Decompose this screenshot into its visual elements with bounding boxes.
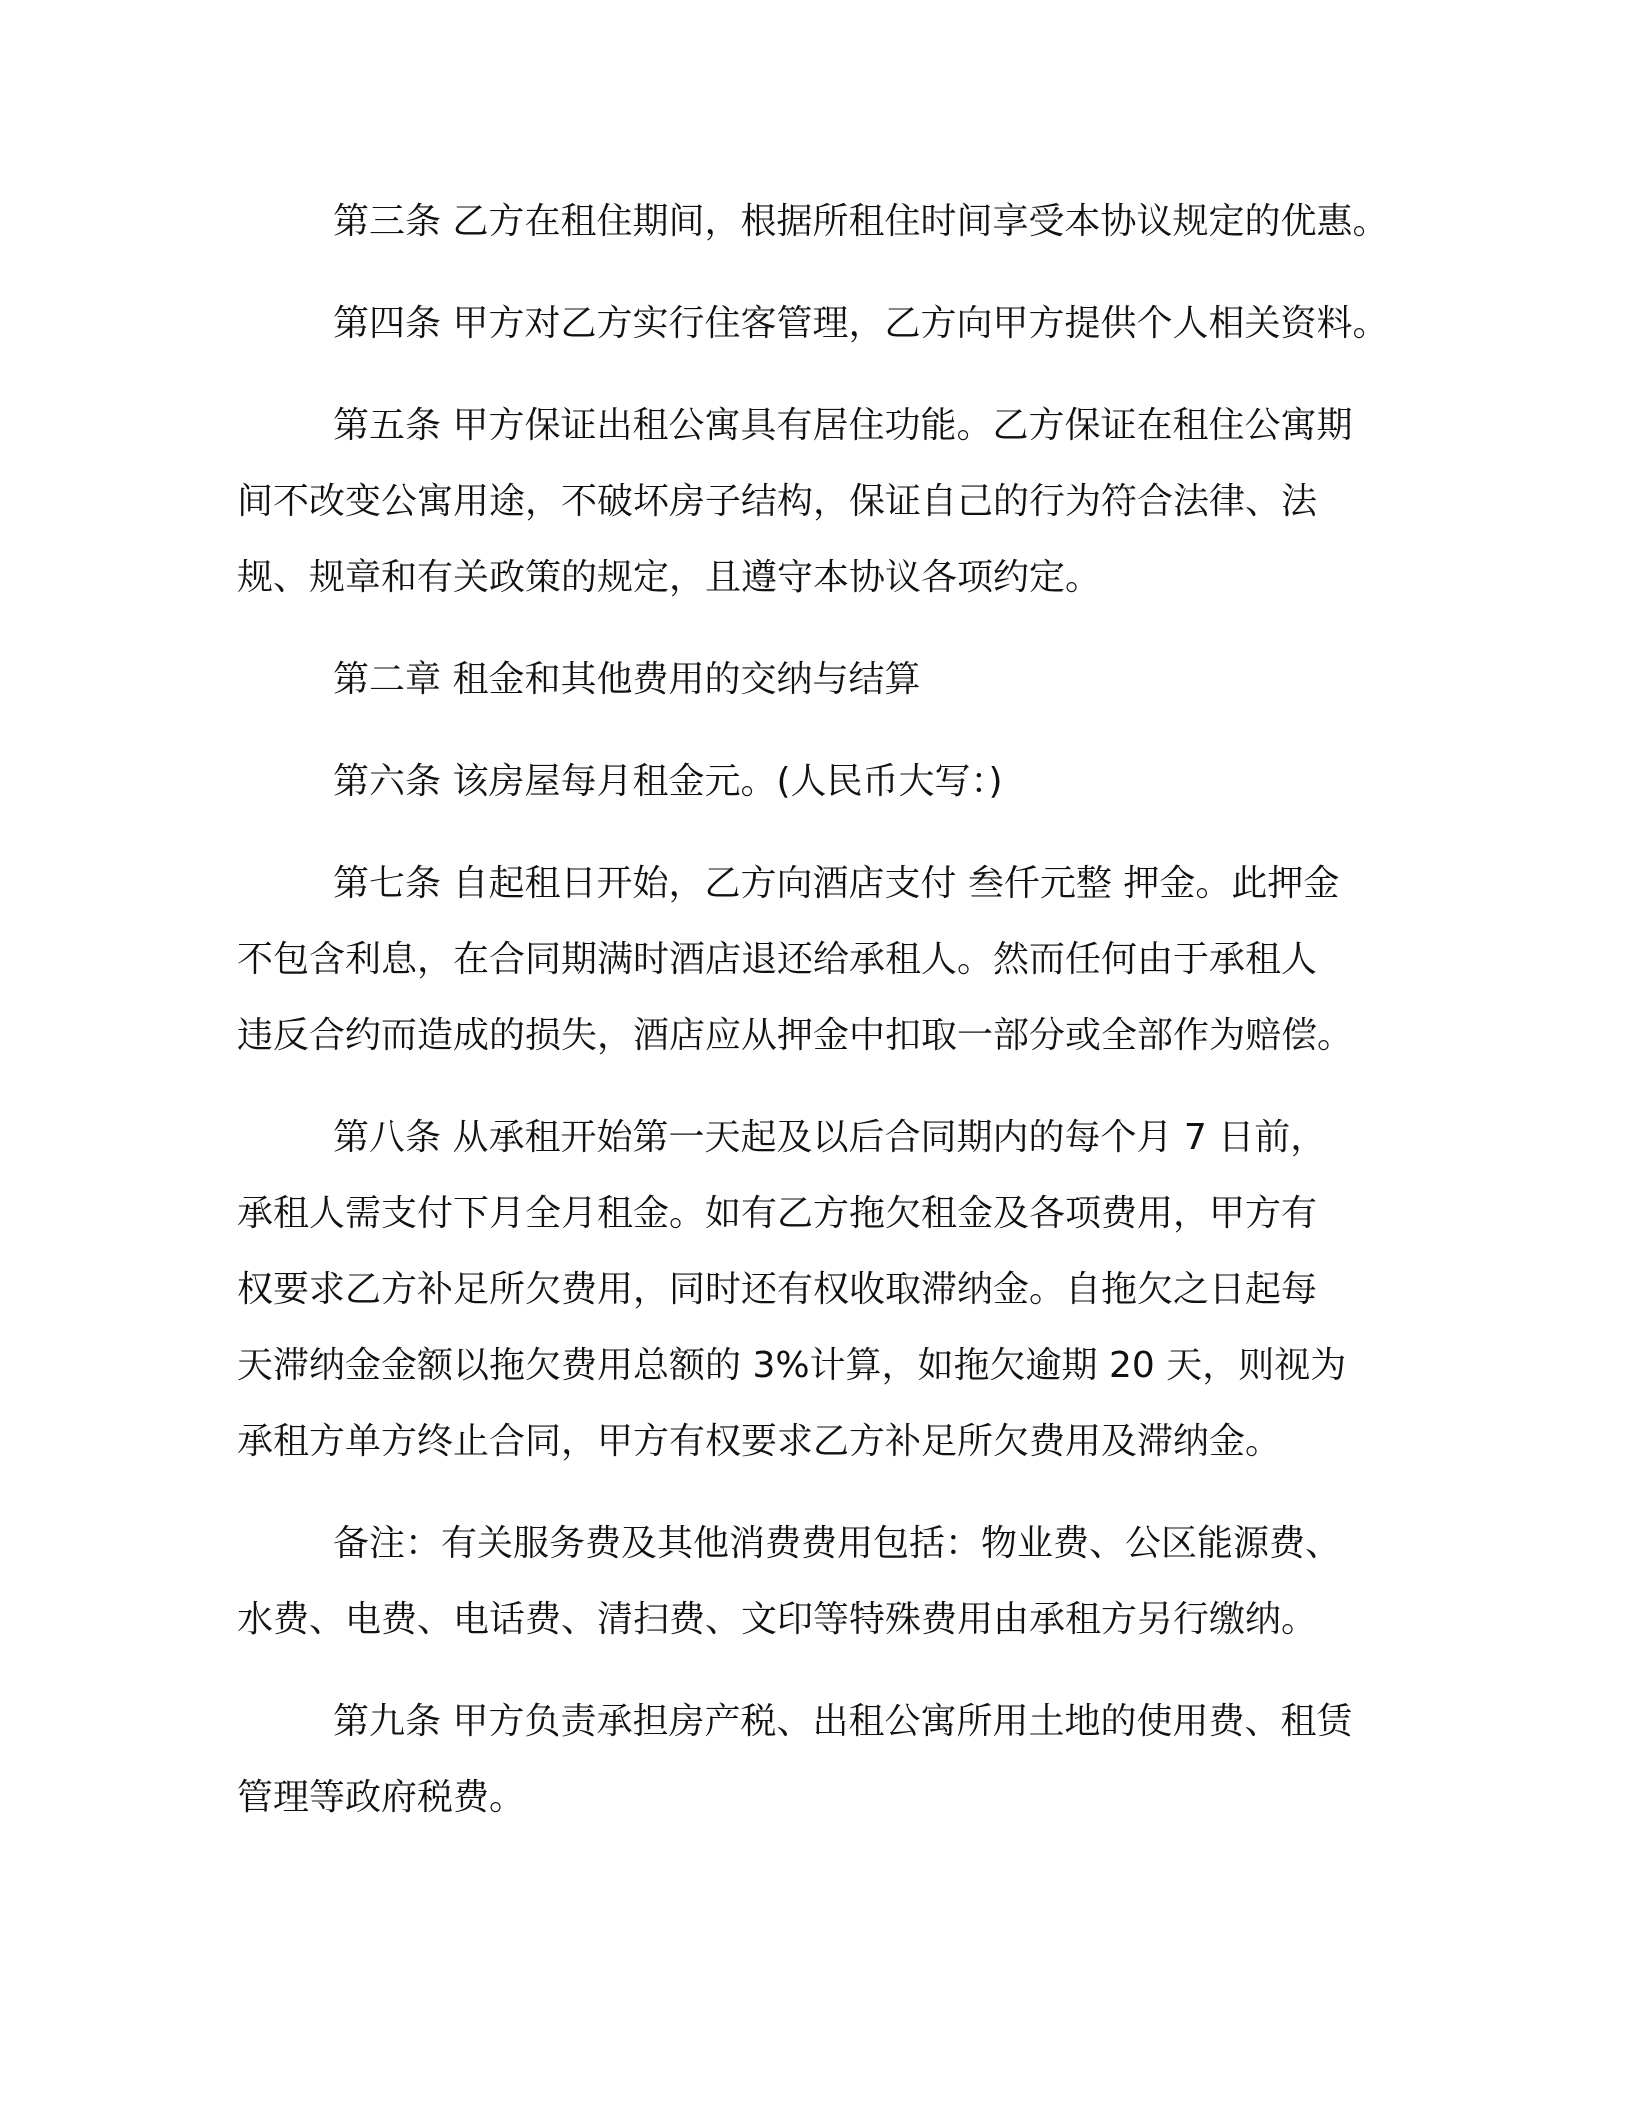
document-body bbox=[237, 184, 1397, 1862]
article-3-paragraph bbox=[237, 184, 1397, 260]
note-paragraph bbox=[237, 1506, 1397, 1658]
text-line: 第四条 甲方对乙方实行住客管理，乙方向甲方提供个人相关资料。 bbox=[333, 303, 1389, 344]
text-line: 第九条 甲方负责承担房产税、出租公寓所用土地的使用费、租赁 bbox=[333, 1701, 1353, 1742]
article-8-paragraph bbox=[237, 1100, 1397, 1480]
text-line: 第六条 该房屋每月租金元。(人民币大写：) bbox=[333, 761, 1003, 802]
text-line: 天滞纳金金额以拖欠费用总额的 3%计算，如拖欠逾期 20 天，则视为 bbox=[237, 1345, 1347, 1386]
chapter-2-heading bbox=[237, 642, 1397, 718]
text-line: 管理等政府税费。 bbox=[237, 1777, 526, 1818]
article-4-paragraph bbox=[237, 286, 1397, 362]
text-line: 规、规章和有关政策的规定，且遵守本协议各项约定。 bbox=[237, 557, 1102, 598]
article-6-paragraph bbox=[237, 744, 1397, 820]
text-line: 第二章 租金和其他费用的交纳与结算 bbox=[333, 659, 921, 700]
text-line: 不包含利息，在合同期满时酒店退还给承租人。然而任何由于承租人 bbox=[237, 939, 1318, 980]
text-line: 间不改变公寓用途，不破坏房子结构，保证自己的行为符合法律、法 bbox=[237, 481, 1318, 522]
text-line: 承租人需支付下月全月租金。如有乙方拖欠租金及各项费用，甲方有 bbox=[237, 1193, 1318, 1234]
text-line: 水费、电费、电话费、清扫费、文印等特殊费用由承租方另行缴纳。 bbox=[237, 1599, 1318, 1640]
text-line: 权要求乙方补足所欠费用，同时还有权收取滞纳金。自拖欠之日起每 bbox=[237, 1269, 1318, 1310]
text-line: 备注：有关服务费及其他消费费用包括：物业费、公区能源费、 bbox=[333, 1523, 1342, 1564]
text-line: 承租方单方终止合同，甲方有权要求乙方补足所欠费用及滞纳金。 bbox=[237, 1421, 1282, 1462]
article-5-paragraph bbox=[237, 388, 1397, 616]
text-line: 违反合约而造成的损失，酒店应从押金中扣取一部分或全部作为赔偿。 bbox=[237, 1015, 1354, 1056]
text-line: 第七条 自起租日开始，乙方向酒店支付 叁仟元整 押金。此押金 bbox=[333, 863, 1340, 904]
article-9-paragraph bbox=[237, 1684, 1397, 1836]
text-line: 第八条 从承租开始第一天起及以后合同期内的每个月 7 日前， bbox=[333, 1117, 1327, 1158]
text-line: 第五条 甲方保证出租公寓具有居住功能。乙方保证在租住公寓期 bbox=[333, 405, 1353, 446]
article-7-paragraph bbox=[237, 846, 1397, 1074]
text-line: 第三条 乙方在租住期间，根据所租住时间享受本协议规定的优惠。 bbox=[333, 201, 1389, 242]
